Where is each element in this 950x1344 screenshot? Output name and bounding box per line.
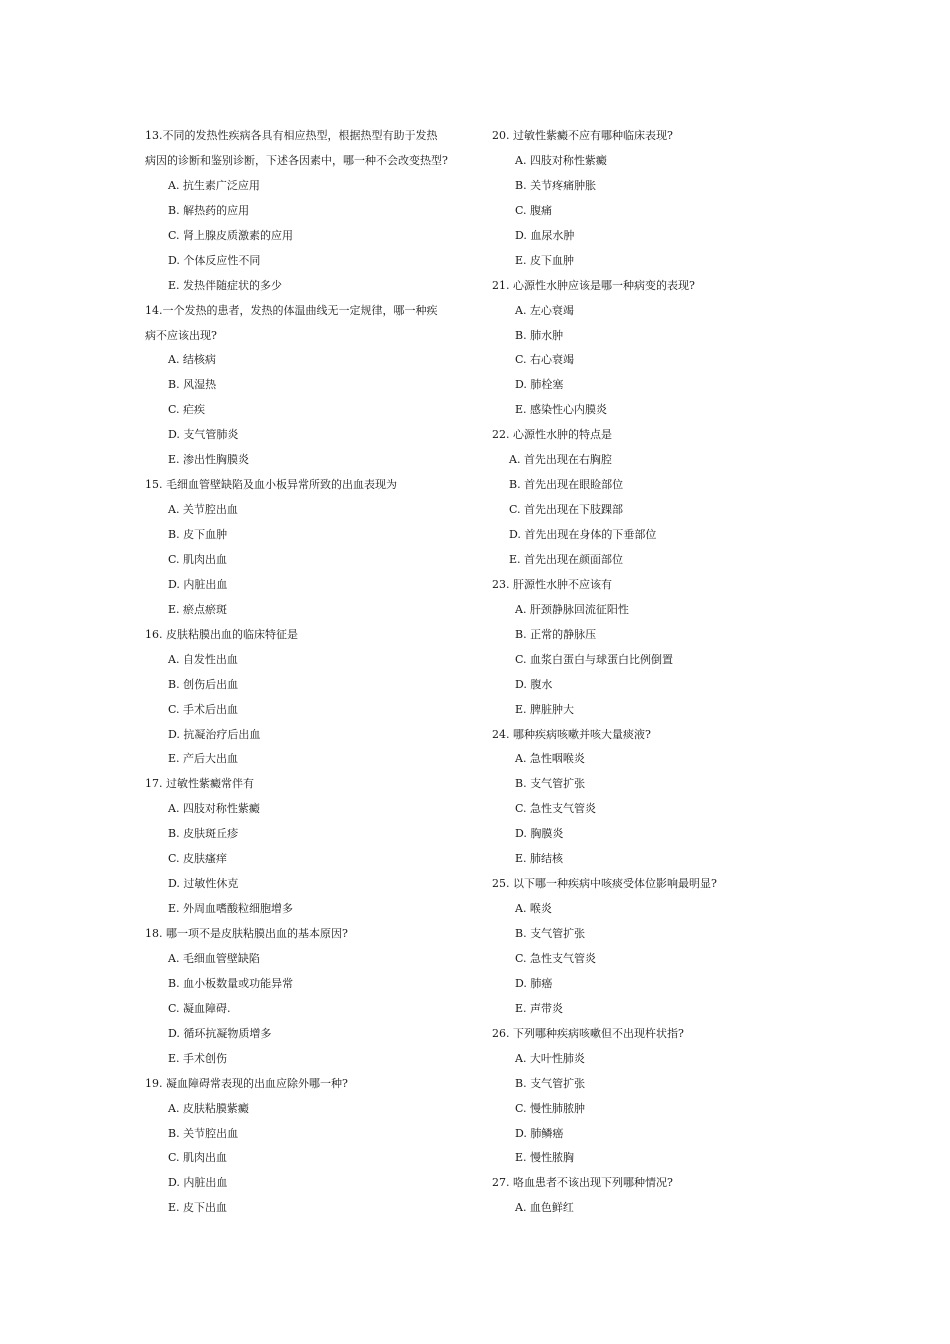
option-line: B. 皮肤斑丘疹 [168, 827, 239, 841]
left-question-column [145, 124, 475, 1221]
question-line: 27. 咯血患者不该出现下列哪种情况? [492, 1176, 673, 1190]
option-line: E. 肺结核 [515, 852, 564, 866]
option-line: A. 急性咽喉炎 [515, 752, 585, 766]
question-line: 21. 心源性水肿应该是哪一种病变的表现? [492, 278, 695, 292]
option-line: A. 结核病 [168, 353, 216, 367]
question-line: 17. 过敏性紫癜常伴有 [145, 777, 254, 791]
option-line: A. 四肢对称性紫癜 [515, 153, 607, 167]
option-line: A. 四肢对称性紫癜 [168, 802, 260, 816]
option-line: C. 血浆白蛋白与球蛋白比例倒置 [515, 652, 674, 666]
option-line: C. 肌肉出血 [168, 552, 228, 566]
question-line: 22. 心源性水肿的特点是 [492, 428, 612, 442]
option-line: B. 皮下血肿 [168, 528, 228, 541]
right-question-column [492, 124, 822, 1221]
option-line: C. 急性支气管炎 [515, 951, 597, 965]
option-line: A. 首先出现在右胸腔 [509, 453, 612, 467]
option-line: E. 外周血嗜酸粒细胞增多 [168, 902, 294, 916]
option-line: E. 皮下血肿 [515, 253, 575, 267]
option-line: B. 支气管扩张 [515, 1076, 586, 1090]
option-line: E. 瘀点瘀斑 [168, 602, 228, 616]
option-line: A. 皮肤粘膜紫癜 [168, 1101, 249, 1115]
question-line: 15. 毛细血管壁缺陷及血小板异常所致的出血表现为 [145, 478, 397, 492]
option-line: B. 风湿热 [168, 378, 217, 392]
option-line: E. 渗出性胸膜炎 [168, 453, 250, 467]
option-line: B. 首先出现在眼睑部位 [509, 478, 624, 492]
question-line: 病因的诊断和鉴别诊断，下述各因素中，哪一种不会改变热型? [145, 153, 448, 167]
option-line: A. 大叶性肺炎 [515, 1051, 585, 1065]
question-line: 病不应该出现? [145, 328, 217, 342]
option-line: E. 手术创伤 [168, 1051, 228, 1065]
option-line: B. 关节腔出血 [168, 1126, 239, 1140]
option-line: A. 关节腔出血 [168, 503, 238, 517]
option-line: A. 肝颈静脉回流征阳性 [515, 602, 629, 616]
option-line: C. 右心衰竭 [515, 353, 575, 367]
question-line: 18. 哪一项不是皮肤粘膜出血的基本原因? [145, 927, 348, 940]
option-line: E. 慢性脓胸 [515, 1151, 575, 1165]
question-line: 23. 肝源性水肿不应该有 [492, 577, 612, 591]
option-line: E. 声带炎 [515, 1001, 564, 1015]
option-line: D. 内脏出血 [168, 1176, 228, 1190]
question-line: 13.不同的发热性疾病各具有相应热型，根据热型有助于发热 [145, 129, 438, 142]
option-line: E. 首先出现在颜面部位 [509, 552, 624, 566]
option-line: D. 内脏出血 [168, 577, 228, 591]
option-line: D. 支气管肺炎 [168, 428, 239, 442]
option-line: C. 首先出现在下肢踝部 [509, 503, 624, 517]
option-line: D. 首先出现在身体的下垂部位 [509, 528, 657, 541]
question-line: 20. 过敏性紫癜不应有哪种临床表现? [492, 129, 673, 142]
option-line: A. 左心衰竭 [515, 303, 574, 317]
option-line: D. 抗凝治疗后出血 [168, 727, 261, 741]
option-line: D. 胸膜炎 [515, 827, 564, 841]
question-line: 14.一个发热的患者，发热的体温曲线无一定规律，哪一种疾 [145, 303, 438, 317]
option-line: C. 慢性肺脓肿 [515, 1101, 586, 1115]
option-line: B. 正常的静脉压 [515, 627, 597, 641]
option-line: D. 过敏性休克 [168, 877, 239, 891]
option-line: A. 喉炎 [515, 902, 552, 916]
option-line: C. 腹痛 [515, 203, 553, 217]
option-line: B. 支气管扩张 [515, 927, 586, 940]
option-line: C. 皮肤瘙痒 [168, 852, 228, 866]
option-line: E. 产后大出血 [168, 752, 239, 766]
option-line: D. 肺鳞癌 [515, 1126, 564, 1140]
option-line: C. 肌肉出血 [168, 1151, 228, 1165]
question-line: 19. 凝血障碍常表现的出血应除外哪一种? [145, 1076, 348, 1090]
option-line: E. 皮下出血 [168, 1201, 228, 1215]
option-line: D. 血尿水肿 [515, 228, 575, 242]
option-line: D. 腹水 [515, 677, 553, 691]
option-line: B. 支气管扩张 [515, 777, 586, 791]
option-line: C. 急性支气管炎 [515, 802, 597, 816]
option-line: B. 血小板数量或功能异常 [168, 976, 294, 990]
option-line: C. 疟疾 [168, 403, 206, 417]
option-line: C. 凝血障碍. [168, 1001, 231, 1015]
option-line: B. 创伤后出血 [168, 677, 239, 691]
option-line: E. 发热伴随症状的多少 [168, 278, 283, 292]
question-line: 24. 哪种疾病咳嗽并咳大量痰液? [492, 727, 651, 741]
option-line: D. 肺癌 [515, 976, 553, 990]
question-line: 26. 下列哪种疾病咳嗽但不出现杵状指? [492, 1026, 684, 1040]
option-line: B. 关节疼痛肿胀 [515, 178, 597, 192]
option-line: C. 肾上腺皮质激素的应用 [168, 228, 294, 242]
option-line: D. 肺栓塞 [515, 378, 564, 392]
option-line: E. 脾脏肿大 [515, 702, 575, 716]
option-line: B. 肺水肿 [515, 328, 564, 342]
option-line: D. 循环抗凝物质增多 [168, 1026, 272, 1040]
option-line: C. 手术后出血 [168, 702, 239, 716]
option-line: A. 毛细血管壁缺陷 [168, 951, 260, 965]
question-line: 25. 以下哪一种疾病中咳痰受体位影响最明显? [492, 877, 717, 891]
option-line: A. 血色鲜红 [515, 1201, 574, 1215]
question-line: 16. 皮肤粘膜出血的临床特征是 [145, 627, 298, 641]
option-line: B. 解热药的应用 [168, 203, 250, 217]
option-line: D. 个体反应性不同 [168, 253, 261, 267]
option-line: A. 抗生素广泛应用 [168, 178, 260, 192]
option-line: A. 自发性出血 [168, 652, 238, 666]
option-line: E. 感染性心内膜炎 [515, 403, 608, 417]
